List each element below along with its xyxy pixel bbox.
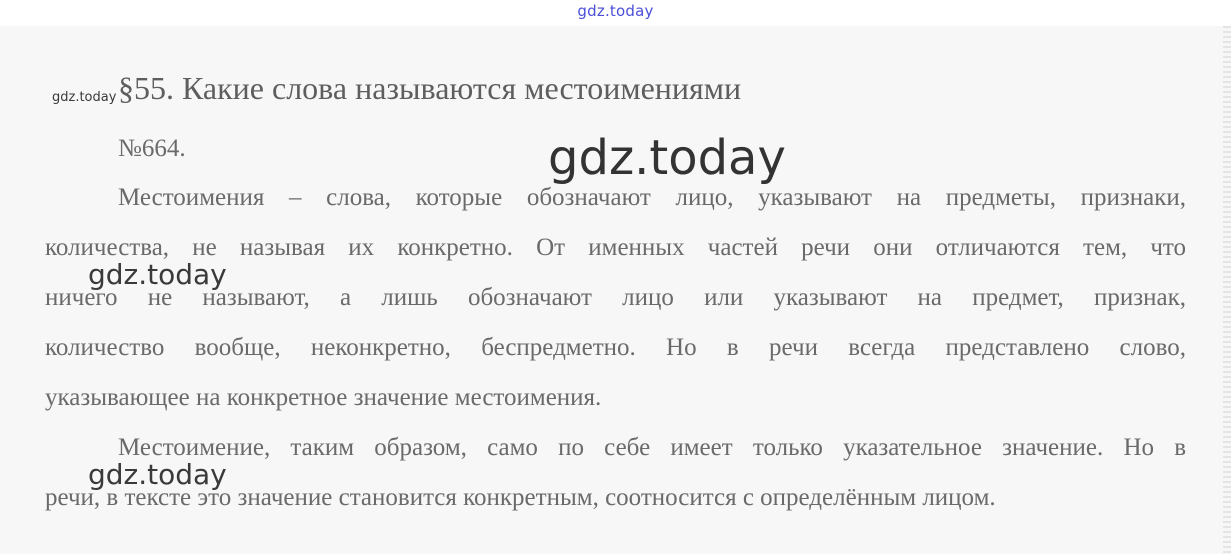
paragraph1-line-3: ничего не называют, а лишь обозначают лицо или указывают на предмет, признак, [45, 284, 1186, 311]
page-edge [1223, 26, 1231, 554]
paragraph1-line-5: указывающее на конкретное значение местоимения. [45, 384, 602, 411]
watermark-small: gdz.today [52, 90, 117, 105]
watermark-middle-2: gdz.today [88, 458, 227, 491]
paragraph2-line-1: Местоимение, таким образом, само по себе имеет только указательное значение. Но в [118, 434, 1186, 461]
paragraph1-line-2: количества, не называя их конкретно. От именных частей речи они отличаются тем, что [45, 234, 1186, 261]
paragraph1-line-1: Местоимения – слова, которые обозначают лицо, указывают на предметы, признаки, [118, 184, 1186, 211]
watermark-middle-1: gdz.today [88, 258, 227, 291]
watermark-large: gdz.today [548, 130, 786, 186]
watermark-top: gdz.today [577, 2, 654, 20]
section-title: §55. Какие слова называются местоимениями [118, 70, 742, 106]
paragraph2-line-2: речи, в тексте это значение становится конкретным, соотносится с определённым лицом. [45, 484, 996, 511]
paragraph1-line-4: количество вообще, неконкретно, беспредметно. Но в речи всегда представлено слово, [45, 334, 1186, 361]
exercise-number: №664. [118, 135, 186, 162]
